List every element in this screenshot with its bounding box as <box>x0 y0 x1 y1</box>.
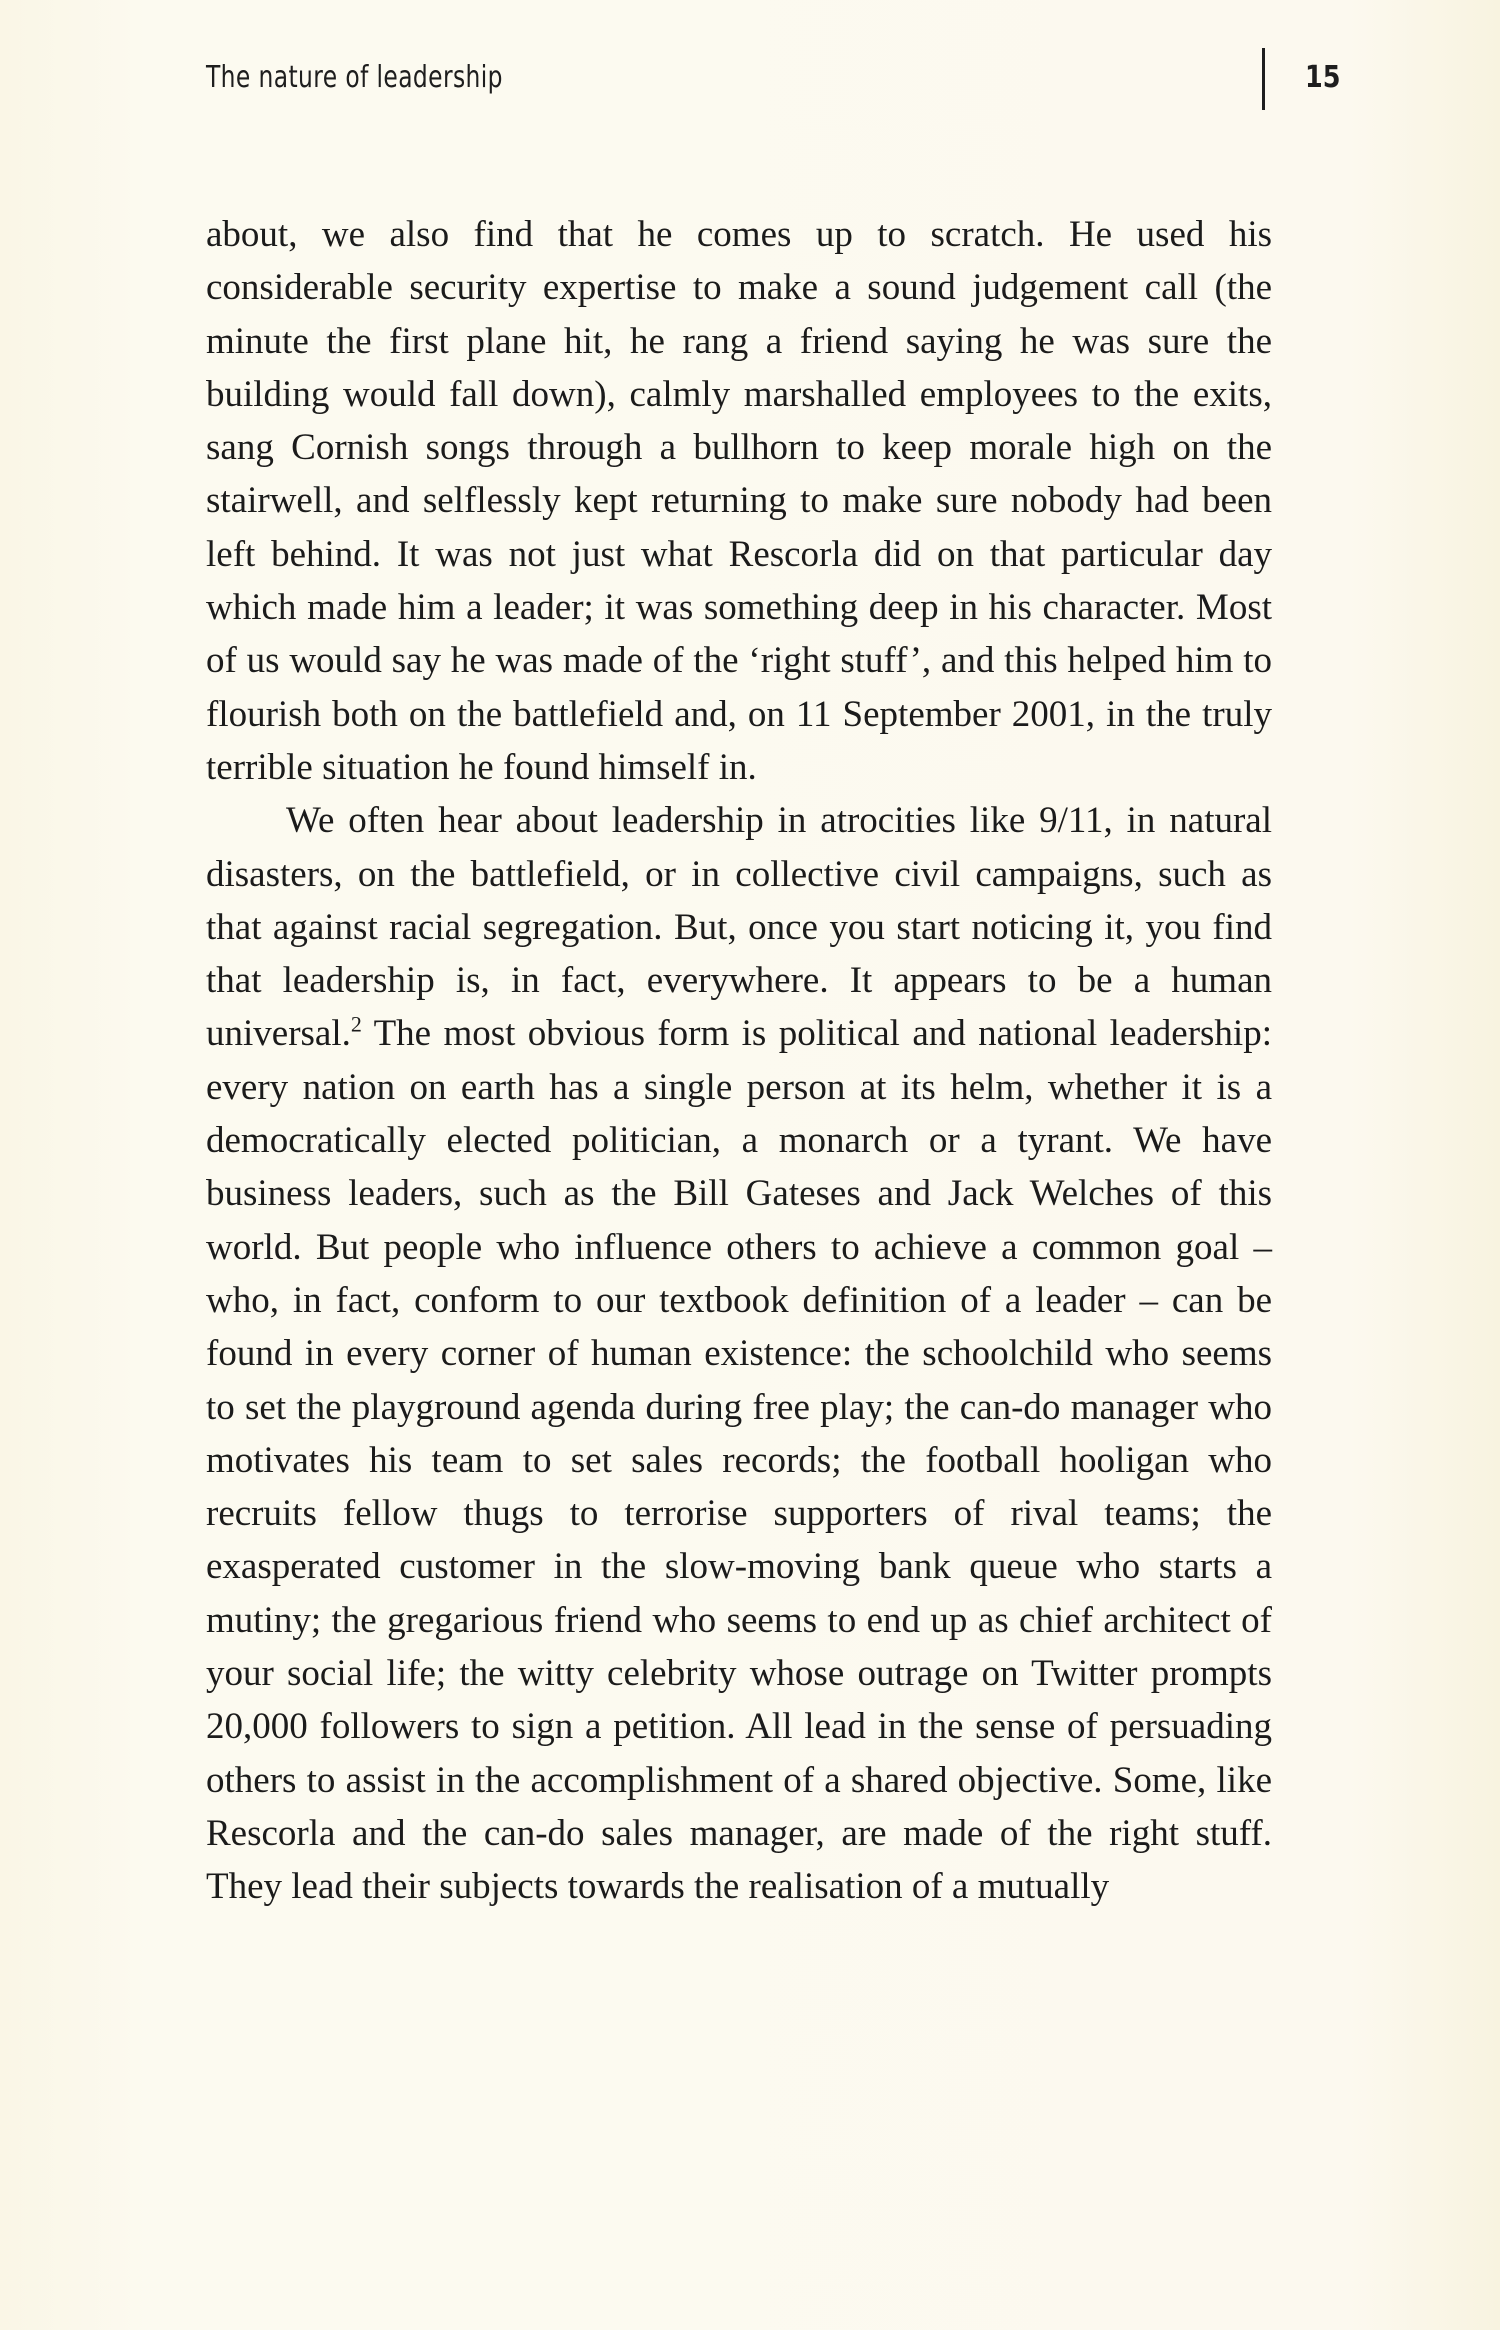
paragraph-leadership-everywhere <box>206 794 1272 1913</box>
footnote-marker: 2 <box>350 1012 362 1038</box>
body-text <box>206 208 1272 1914</box>
header-divider <box>1262 48 1265 110</box>
paragraph-text-before-note: We often hear about leadership in atrocities like 9/11, in natural disasters, on the battlefield, or in collective civil campaigns, such as that against racial segregation. But, once you start noticing it, you find that leadership is, in fact, everywhere. It appears to be a human universal. <box>206 800 1272 1055</box>
paragraph-text-after-note: The most obvious form is political and national leadership: every nation on earth has a single person at its helm, whether it is a democratically elected politician, a monarch or a tyrant. We have business leaders, such as the Bill Gateses and Jack Welches of this world. But people who influence others to achieve a common goal – who, in fact, conform to our textbook definition of a leader – can be found in every corner of human existence: the schoolchild who seems to set the playground agenda during free play; the can-do manager who motivates his team to set sales records; the football hooligan who recruits fellow thugs to terrorise supporters of rival teams; the exasperated customer in the slow-moving bank queue who starts a mutiny; the gregarious friend who seems to end up as chief architect of your social life; the witty celebrity whose outrage on Twitter prompts 20,000 followers to sign a petition. All lead in the sense of persuading others to assist in the accomplishment of a shared objective. Some, like Rescorla and the can-do sales manager, are made of the right stuff. They lead their subjects towards the realisation of a mutually <box>206 1013 1272 1908</box>
page-number: 15 <box>1305 60 1341 95</box>
running-head-title: The nature of leadership <box>206 60 503 95</box>
paragraph-continued: about, we also find that he comes up to scratch. He used his considerable security expertise to make a sound judgement call (the minute the first plane hit, he rang a friend saying he was sure the building would fall down), calmly marshalled employees to the exits, sang Cornish songs through a bullhorn to keep morale high on the stairwell, and selflessly kept returning to make sure nobody had been left behind. It was not just what Rescorla did on that particular day which made him a leader; it was something deep in his character. Most of us would say he was made of the ‘right stuff’, and this helped him to flourish both on the battlefield and, on 11 September 2001, in the truly terrible situation he found himself in. <box>206 214 1272 788</box>
